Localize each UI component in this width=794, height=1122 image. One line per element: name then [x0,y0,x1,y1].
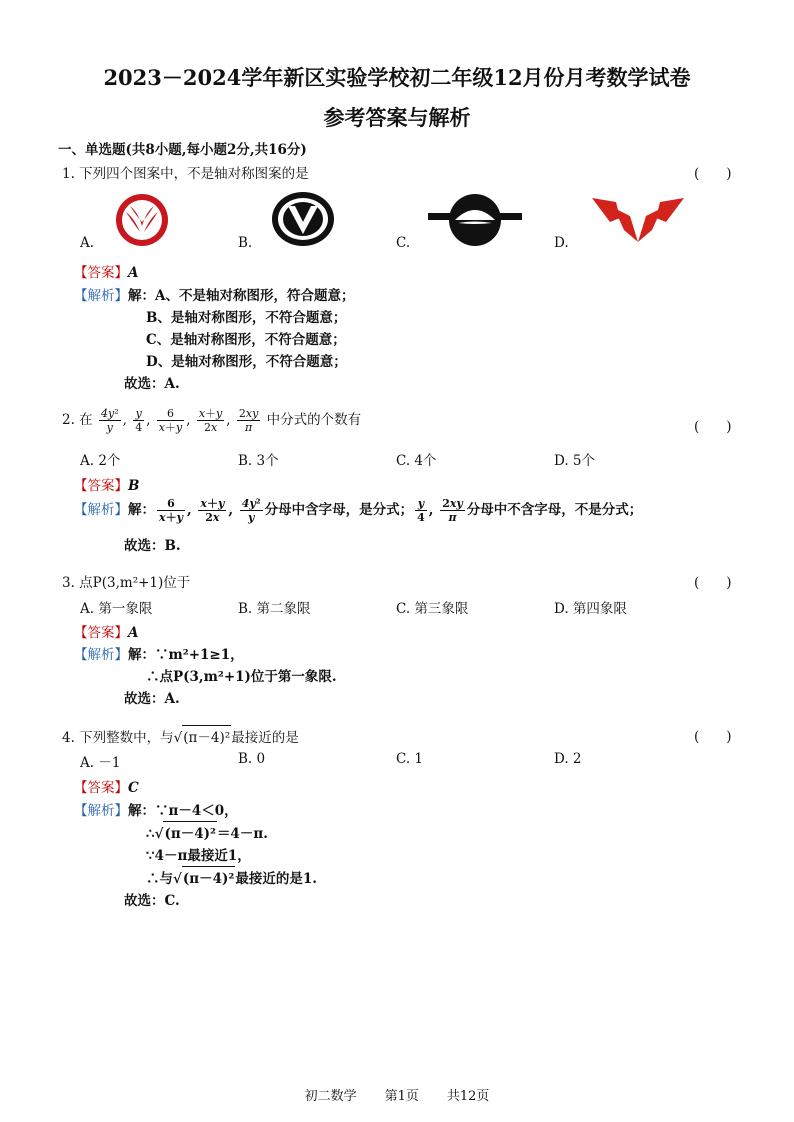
fraction: $\frac{\text{4y²}}{y}$ [100,407,119,434]
q2-analysis-row: 【解析】解： $\frac{6}{x+y}$ , $\frac{x+y}{2x}$ , $\frac{\text{4y²}}{y}$ 分母中含字母，是分式； $\frac{y}{4}$ , $\frac{2xy}{\pi}$ 分母中不含字母，不是分式； [74,497,643,524]
q1-stem: 1. 下列四个图案中，不是轴对称图案的是 [62,166,309,182]
q3-analysis-line: ∴点P(3,m²+1)位于第一象限. [146,669,337,685]
q4-analysis-line: ∵4－π最接近1， [146,848,251,864]
q4-option-b: B. 0 [238,751,266,767]
q4-analysis-row: 【解析】解：∵π－4＜0， [74,803,238,819]
q2-option-d: D. 5个 [554,453,596,469]
analysis-tag: 【解析】 [74,288,128,304]
q1-option-d: D. [554,235,569,251]
q3-option-c: C. 第三象限 [396,601,469,617]
q1-option-c: C. [396,235,411,251]
q4-option-a: A. －1 [80,755,121,771]
q3-option-a: A. 第一象限 [80,601,153,617]
footer-total: 共12页 [446,1089,490,1104]
q1-analysis-row [74,284,354,304]
footer-page: 第1页 [384,1089,419,1104]
q3-stem: 3. 点P(3,m²+1)位于 [62,575,191,591]
q1-analysis-line: C、是轴对称图形，不符合题意； [146,332,346,348]
q1-option-b: B. [238,235,253,251]
q1-answer: A [128,265,139,281]
q1-answer-row [74,261,138,281]
q2-analysis-final: 故选：B. [124,538,181,554]
q2-option-a: A. 2个 [80,453,121,469]
q3-analysis-row: 【解析】解：∵m²+1≥1， [74,647,244,663]
q3-option-b: B. 第二象限 [238,601,311,617]
q1-option-a: A. [80,235,95,251]
footer-subject: 初二数学 [304,1089,357,1104]
q1-analysis-line: D、是轴对称图形，不符合题意； [146,354,347,370]
changan-logo-icon [270,190,336,248]
q2-answer: B [128,478,140,494]
q3-answer-paren: ( ) [694,575,732,591]
q1-analysis-line: 故选：A. [124,376,180,392]
q2-option-c: C. 4个 [396,453,437,469]
q2-answer-row: 【答案】B [74,478,140,494]
exam-title: 2023－2024学年新区实验学校初二年级12月份月考数学试卷 [103,65,691,90]
hafei-logo-icon [428,192,522,248]
q4-answer-paren: ( ) [694,729,732,745]
q4-analysis-line: ∴与√(π－4)²最接近的是1. [146,866,317,887]
q4-answer: C [128,780,139,796]
answer-tag: 【答案】 [74,265,128,281]
q3-analysis-line: 故选：A. [124,691,180,707]
q3-answer-row: 【答案】A [74,625,139,641]
fraction: $\frac{y}{4}$ [135,407,143,434]
q4-option-c: C. 1 [396,751,424,767]
q4-stem: 4. 下列整数中，与√(π－4)²最接近的是 [62,725,299,746]
q4-answer-row: 【答案】C [74,780,139,796]
section-heading: 一、单选题(共8小题,每小题2分,共16分) [58,142,307,158]
q2-answer-paren: ( ) [694,419,732,435]
q3-option-d: D. 第四象限 [554,601,627,617]
fraction: $\frac{x+y}{2x}$ [198,407,223,434]
q1-analysis-line: 解：A、不是轴对称图形，符合题意； [128,288,355,304]
exam-subtitle: 参考答案与解析 [323,105,471,130]
q3-answer: A [128,625,139,641]
fraction: $\frac{2xy}{\pi}$ [238,407,259,434]
q1-analysis-line: B、是轴对称图形，不符合题意； [146,310,347,326]
fraction: $\frac{6}{x+y}$ [158,407,183,434]
q1-answer-paren: ( ) [694,166,732,182]
q4-option-d: D. 2 [554,751,582,767]
q4-analysis-line: ∴√(π－4)²＝4－π. [146,821,268,842]
wuling-logo-icon [590,196,686,246]
q2-stem: 2. 在 $\frac{\text{4y²}}{y}$ , $\frac{y}{4}$ , $\frac{6}{x+y}$ , $\frac{x+y}{2x}$ , $\frac{2xy}{\pi}$ 中分式的个数有 [62,407,362,434]
q2-option-b: B. 3个 [238,453,279,469]
q4-analysis-line: 故选：C. [124,893,180,909]
dongfeng-logo-icon [112,192,172,248]
page-footer [0,1085,794,1104]
